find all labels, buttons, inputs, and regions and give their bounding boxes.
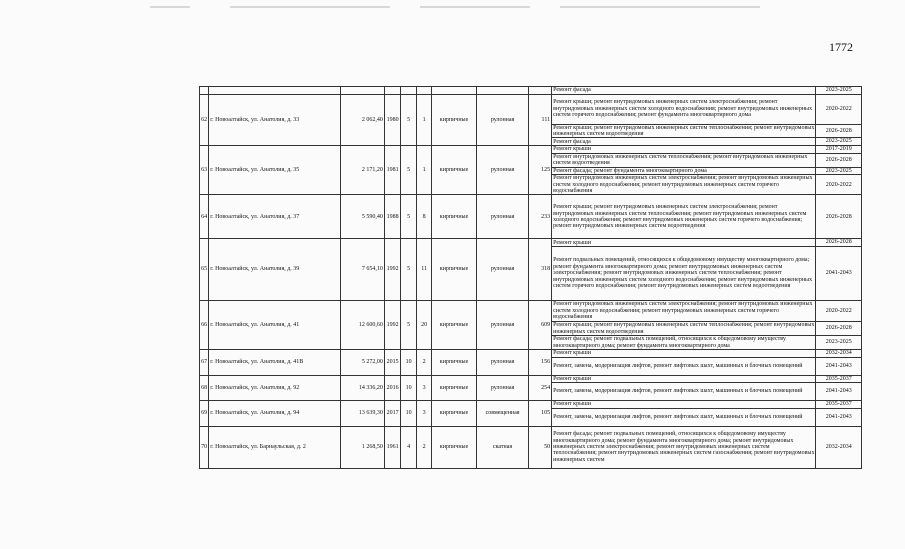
row-number: 70 (200, 426, 209, 468)
wall-material: кирпичные (432, 239, 476, 301)
scan-artifact (420, 6, 530, 8)
entrance-count: 20 (416, 301, 431, 350)
total-area: 14 336,20 (341, 375, 384, 401)
table-row (200, 195, 862, 239)
work-description: Ремонт, замена, модернизация лифтов, ремонт лифтовых шахт, машинных и блочных помещений (552, 383, 816, 401)
build-year: 2017 (384, 401, 401, 427)
work-description: Ремонт крыши; ремонт внутридомовых инженерных систем теплоснабжения; ремонт внутридомовых инженерных систем водоотведения (553, 322, 815, 335)
roof-type: рулонная (476, 239, 529, 301)
build-year: 1980 (384, 94, 401, 145)
work-description: Ремонт фасада; ремонт подвальных помещений, относящихся к общедомовому имуществу многоквартирного дома; ремонт фундамента многоквартирного дома; ремонт внутридомовых инженерных систем электроснабжения; ремонт внутридомовых инженерных систем теплоснабжения; ремонт внутридомовых инженерных систем газоснабжения; ремонт внутридомовых инженерных систем (552, 426, 816, 468)
work-description: Ремонт фасада; ремонт фундамента многоквартирного дома (552, 167, 816, 175)
work-description: Ремонт крыши (552, 401, 816, 409)
roof-type: рулонная (476, 301, 529, 350)
building-address: г. Новоалтайск, ул. Анатолия, д. 33 (209, 94, 341, 145)
work-period: 2023-2025 (816, 336, 862, 350)
resident-count: 233 (529, 195, 552, 239)
work-description: Ремонт, замена, модернизация лифтов, ремонт лифтовых шахт, машинных и блочных помещений (552, 408, 816, 426)
building-address: г. Новоалтайск, ул. Анатолия, д. 41 (209, 301, 341, 350)
empty-cell (209, 87, 341, 95)
wall-material: кирпичные (432, 401, 476, 427)
table-row (200, 426, 862, 468)
wall-material: кирпичные (432, 426, 476, 468)
capital-repair-table (199, 86, 862, 469)
scan-artifact (150, 6, 190, 8)
roof-type: рулонная (476, 94, 529, 145)
work-period: 2023-2025 (816, 167, 862, 175)
scan-artifact (230, 6, 390, 8)
entrance-count: 1 (416, 94, 431, 145)
floor-count: 10 (401, 375, 416, 401)
empty-cell (476, 87, 529, 95)
building-address: г. Новоалтайск, ул. Анатолия, д. 92 (209, 375, 341, 401)
floor-count: 5 (401, 195, 416, 239)
resident-count: 105 (529, 401, 552, 427)
work-period: 2020-2022 (816, 301, 862, 322)
row-number: 67 (200, 350, 209, 376)
work-period: 2041-2043 (816, 357, 862, 375)
empty-cell (401, 87, 416, 95)
building-address: г. Новоалтайск, ул. Анатолия, д. 94 (209, 401, 341, 427)
build-year: 2016 (384, 375, 401, 401)
building-address: г. Новоалтайск, ул. Барнаульская, д. 2 (209, 426, 341, 468)
table-row (200, 401, 862, 409)
entrance-count: 11 (416, 239, 431, 301)
empty-cell (384, 87, 401, 95)
empty-cell (341, 87, 384, 95)
work-description: Ремонт крыши (552, 146, 816, 154)
roof-type: рулонная (476, 350, 529, 376)
work-description: Ремонт фасада (552, 87, 816, 95)
total-area: 1 268,50 (341, 426, 384, 468)
empty-cell (416, 87, 431, 95)
work-description: Ремонт внутридомовых инженерных систем электроснабжения; ремонт внутридомовых инженерных систем холодного водоснабжения; ремонт внутридомовых инженерных систем горячего водоснабжения (552, 301, 816, 322)
work-description: Ремонт крыши (552, 239, 816, 247)
wall-material: кирпичные (432, 146, 476, 195)
total-area: 2 062,40 (341, 94, 384, 145)
table-row (200, 350, 862, 358)
floor-count: 10 (401, 401, 416, 427)
work-period: 2035-2037 (816, 401, 862, 409)
scan-artifact (560, 6, 760, 8)
resident-count: 254 (529, 375, 552, 401)
wall-material: кирпичные (432, 375, 476, 401)
work-period: 2035-2037 (816, 375, 862, 383)
work-description: Ремонт крыши; ремонт внутридомовых инженерных систем электроснабжения; ремонт внутридомовых инженерных систем холодного водоснабжения; ремонт внутридомовых инженерных систем горячего водоснабжения; ремонт фундамента многоквартирного дома (552, 94, 816, 124)
building-address: г. Новоалтайск, ул. Анатолия, д. 39 (209, 239, 341, 301)
row-number: 69 (200, 401, 209, 427)
work-period: 2017-2019 (816, 146, 862, 154)
build-year: 1992 (384, 239, 401, 301)
total-area: 5 272,00 (341, 350, 384, 376)
work-description: Ремонт фасада (552, 138, 816, 146)
floor-count: 4 (401, 426, 416, 468)
wall-material: кирпичные (432, 301, 476, 350)
entrance-count: 2 (416, 350, 431, 376)
work-description: Ремонт фасада; ремонт подвальных помещений, относящихся к общедомовому имуществу многоквартирного дома; ремонт фундамента многоквартирного дома (552, 336, 816, 350)
empty-cell (200, 87, 209, 95)
work-period: 2026-2028 (816, 322, 862, 336)
total-area: 2 171,20 (341, 146, 384, 195)
table-row (200, 301, 862, 322)
floor-count: 10 (401, 350, 416, 376)
work-period: 2026-2028 (816, 195, 862, 239)
entrance-count: 8 (416, 195, 431, 239)
floor-count: 5 (401, 94, 416, 145)
row-number: 66 (200, 301, 209, 350)
building-address: г. Новоалтайск, ул. Анатолия, д. 41В (209, 350, 341, 376)
work-period: 2026-2028 (816, 153, 862, 167)
build-year: 1981 (384, 146, 401, 195)
wall-material: кирпичные (432, 195, 476, 239)
work-period: 2026-2028 (816, 239, 862, 247)
entrance-count: 1 (416, 146, 431, 195)
work-description: Ремонт крыши (552, 375, 816, 383)
build-year: 2015 (384, 350, 401, 376)
work-description: Ремонт внутридомовых инженерных систем теплоснабжения; ремонт внутридомовых инженерных систем водоотведения (552, 153, 816, 167)
building-address: г. Новоалтайск, ул. Анатолия, д. 37 (209, 195, 341, 239)
roof-type: рулонная (476, 146, 529, 195)
total-area: 13 639,30 (341, 401, 384, 427)
work-period: 2023-2025 (816, 138, 862, 146)
work-description: Ремонт крыши; ремонт внутридомовых инженерных систем электроснабжения; ремонт внутридомовых инженерных систем теплоснабжения; ремонт внутридомовых инженерных систем холодного водоснабжения; ремонт внутридомовых инженерных систем горячего водоснабжения; ремонт внутридомовых инженерных систем водоотведения (552, 195, 816, 239)
work-period: 2041-2043 (816, 383, 862, 401)
work-period: 2032-2034 (816, 426, 862, 468)
build-year: 1992 (384, 301, 401, 350)
table-row (200, 87, 862, 95)
work-period: 2020-2022 (816, 175, 862, 195)
resident-count: 125 (529, 146, 552, 195)
wall-material: кирпичные (432, 94, 476, 145)
table-row (200, 94, 862, 124)
resident-count: 156 (529, 350, 552, 376)
work-period: 2032-2034 (816, 350, 862, 358)
work-description: Ремонт крыши; ремонт внутридомовых инженерных систем теплоснабжения; ремонт внутридомовых инженерных систем водоотведения (553, 124, 815, 137)
roof-type: скатная (476, 426, 529, 468)
table-row (200, 146, 862, 154)
resident-count: 609 (529, 301, 552, 350)
row-number: 64 (200, 195, 209, 239)
row-number: 65 (200, 239, 209, 301)
floor-count: 5 (401, 301, 416, 350)
build-year: 1961 (384, 426, 401, 468)
work-description: Ремонт подвальных помещений, относящихся к общедомовому имуществу многоквартирного дома; ремонт фундамента многоквартирного дома; ремонт внутридомовых инженерных систем электроснабжения; ремонт внутридомовых инженерных систем теплоснабжения; ремонт внутридомовых инженерных систем холодного водоснабжения; ремонт внутридомовых инженерных систем горячего водоснабжения; ремонт внутридомовых инженерных систем водоотведения (552, 247, 816, 301)
total-area: 12 600,60 (341, 301, 384, 350)
empty-cell (529, 87, 552, 95)
build-year: 1988 (384, 195, 401, 239)
floor-count: 5 (401, 239, 416, 301)
roof-type: рулонная (476, 375, 529, 401)
work-description: Ремонт, замена, модернизация лифтов, ремонт лифтовых шахт, машинных и блочных помещений (552, 357, 816, 375)
table-row (200, 239, 862, 247)
table-row (200, 375, 862, 383)
resident-count: 111 (529, 94, 552, 145)
table-body (200, 87, 862, 469)
floor-count: 5 (401, 146, 416, 195)
total-area: 7 654,10 (341, 239, 384, 301)
resident-count: 318 (529, 239, 552, 301)
work-period: 2020-2022 (816, 94, 862, 124)
roof-type: рулонная (476, 195, 529, 239)
work-period: 2041-2043 (816, 247, 862, 301)
entrance-count: 3 (416, 375, 431, 401)
work-period: 2023-2025 (816, 87, 862, 95)
work-period: 2041-2043 (816, 408, 862, 426)
entrance-count: 2 (416, 426, 431, 468)
roof-type: совмещенная (476, 401, 529, 427)
wall-material: кирпичные (432, 350, 476, 376)
entrance-count: 3 (416, 401, 431, 427)
total-area: 5 590,40 (341, 195, 384, 239)
work-description: Ремонт крыши (552, 350, 816, 358)
row-number: 62 (200, 94, 209, 145)
work-description: Ремонт внутридомовых инженерных систем электроснабжения; ремонт внутридомовых инженерных систем холодного водоснабжения; ремонт внутридомовых инженерных систем горячего водоснабжения (552, 175, 816, 195)
work-period: 2026-2028 (816, 124, 862, 138)
row-number: 63 (200, 146, 209, 195)
empty-cell (432, 87, 476, 95)
building-address: г. Новоалтайск, ул. Анатолия, д. 35 (209, 146, 341, 195)
row-number: 68 (200, 375, 209, 401)
page-number: 1772 (829, 40, 853, 54)
resident-count: 50 (529, 426, 552, 468)
